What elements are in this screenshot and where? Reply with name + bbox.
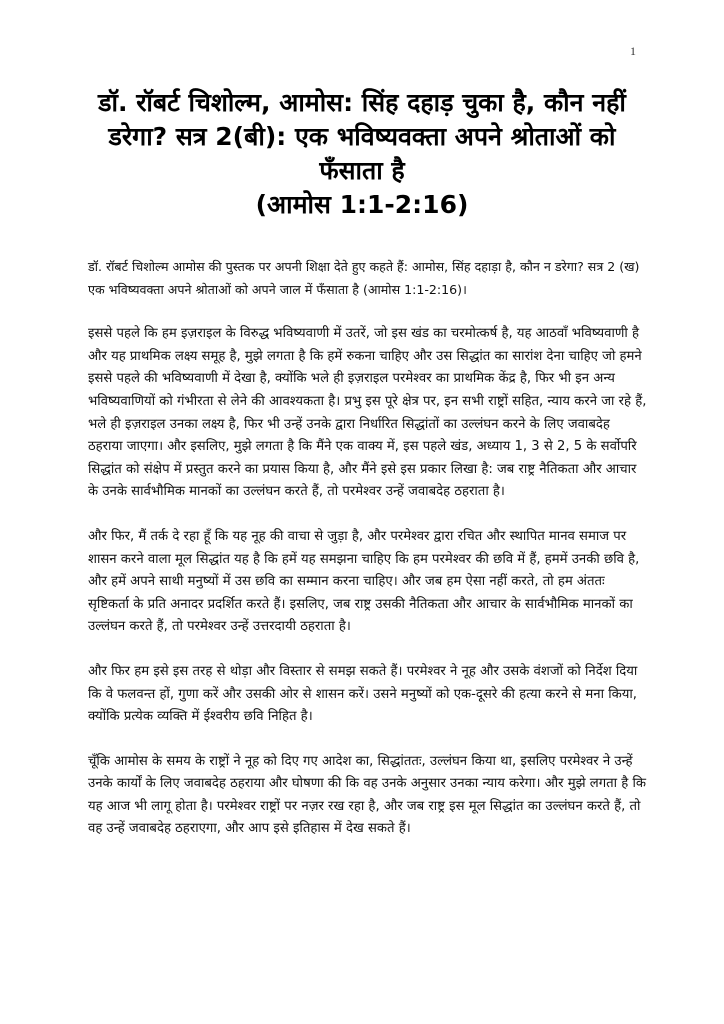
title-text: डॉ. रॉबर्ट चिशोल्म, आमोस: सिंह दहाड़ चुका है, कौन नहीं डरेगा? सत्र 2(बी): एक भविष्यवक्ता अपने श्रोताओं को फँसाता है	[98, 88, 626, 185]
paragraph: इससे पहले कि हम इज़राइल के विरुद्ध भविष्यवाणी में उतरें, जो इस खंड का चरमोत्कर्ष है, यह आठवाँ भविष्यवाणी है और यह प्राथमिक लक्ष्य समूह है, मुझे लगता है कि हमें रुकना चाहिए और उस सिद्धांत का सारांश देना चाहिए जो हमने इससे पहले की भविष्यवाणी में देखा है, क्योंकि भले ही इज़राइल परमेश्वर का प्राथमिक केंद्र है, फिर भी इन अन्य भविष्यवाणियों को गंभीरता से लेने की आवश्यकता है। प्रभु इस पूरे क्षेत्र पर, इन सभी राष्ट्रों सहित, न्याय करने जा रहे हैं, भले ही इज़राइल उनका लक्ष्य है, फिर भी उन्हें उनके द्वारा निर्धारित सिद्धांतों का उल्लंघन करने के लिए जवाबदेह ठहराया जाएगा। और इसलिए, मुझे लगता है कि मैंने एक वाक्य में, इस पहले खंड, अध्याय 1, 3 से 2, 5 के सर्वोपरि सिद्धांत को संक्षेप में प्रस्तुत करने का प्रयास किया है, और मैंने इसे इस प्रकार लिखा है: जब राष्ट्र नैतिकता और आचार के उनके सार्वभौमिक मानकों का उल्लंघन करते हैं, तो परमेश्वर उन्हें जवाबदेह ठहराता है।	[88, 326, 647, 500]
page-number: 1	[630, 44, 636, 58]
paragraph: चूँकि आमोस के समय के राष्ट्रों ने नूह को दिए गए आदेश का, सिद्धांततः, उल्लंघन किया था, इसलिए परमेश्वर ने उन्हें उनके कार्यों के लिए जवाबदेह ठहराया और घोषणा की कि वह उनके अनुसार उनका न्याय करेगा। और मुझे लगता है कि यह आज भी लागू होता है। परमेश्वर राष्ट्रों पर नज़र रख रहा है, और जब राष्ट्र इस मूल सिद्धांत का उल्लंघन करते हैं, तो वह उन्हें जवाबदेह ठहराएगा, और आप इसे इतिहास में देख सकते हैं।	[88, 753, 647, 837]
title-scripture-reference: (आमोस 1:1-2:16)	[255, 190, 469, 219]
paragraph: और फिर हम इसे इस तरह से थोड़ा और विस्तार से समझ सकते हैं। परमेश्वर ने नूह और उसके वंशजों को निर्देश दिया कि वे फलवन्त हों, गुणा करें और उसकी ओर से शासन करें। उसने मनुष्यों को एक-दूसरे की हत्या करने से मना किया, क्योंकि प्रत्येक व्यक्ति में ईश्वरीय छवि निहित है।	[88, 663, 638, 725]
document-title	[80, 86, 644, 222]
document-body	[88, 256, 648, 863]
paragraph: और फिर, मैं तर्क दे रहा हूँ कि यह नूह की वाचा से जुड़ा है, और परमेश्वर द्वारा रचित और स्थापित मानव समाज पर शासन करने वाला मूल सिद्धांत यह है कि हमें यह समझना चाहिए कि हम परमेश्वर की छवि में हैं, हममें उनकी छवि है, और हमें अपने साथी मनुष्यों में उस छवि का सम्मान करना चाहिए। और जब हम ऐसा नहीं करते, तो हम अंततः सृष्टिकर्ता के प्रति अनादर प्रदर्शित करते हैं। इसलिए, जब राष्ट्र उसकी नैतिकता और आचार के सार्वभौमिक मानकों का उल्लंघन करते हैं, तो परमेश्वर उन्हें उत्तरदायी ठहराता है।	[88, 528, 640, 635]
paragraph-intro: डॉ. रॉबर्ट चिशोल्म आमोस की पुस्तक पर अपनी शिक्षा देते हुए कहते हैं: आमोस, सिंह दहाड़ा है, कौन न डरेगा? सत्र 2 (ख) एक भविष्यवक्ता अपने श्रोताओं को अपने जाल में फँसाता है (आमोस 1:1-2:16)।	[88, 259, 640, 297]
